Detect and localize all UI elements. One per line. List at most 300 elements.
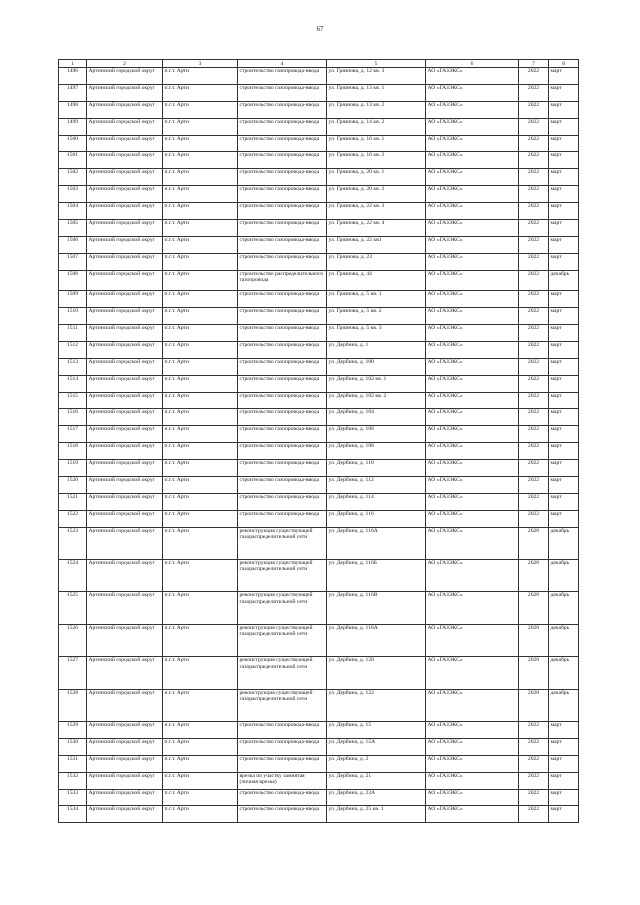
row-number-cell: 1511 [59, 324, 87, 341]
table-row [59, 443, 579, 460]
row-number-cell: 1506 [59, 236, 87, 253]
row-number-cell: 1501 [59, 152, 87, 169]
organization-cell: АО «ГАЗЭКС» [426, 68, 519, 85]
row-number-cell: 1528 [59, 689, 87, 721]
year-cell: 2022 [519, 118, 549, 135]
month-cell: март [549, 426, 579, 443]
municipality-cell: Артинский городской округ [87, 324, 163, 341]
address-cell: ул. Дербина, д. 116В [327, 592, 426, 624]
address-cell: ул. Дербина, д. 25 кв. 1 [327, 806, 426, 823]
month-cell: март [549, 101, 579, 118]
settlement-cell: п.г.т. Арти [163, 291, 238, 308]
row-number-cell: 1521 [59, 493, 87, 510]
register-table [58, 59, 579, 823]
work-type-cell: строительство газопровода-ввода [238, 375, 327, 392]
municipality-cell: Артинский городской округ [87, 358, 163, 375]
table-row [59, 253, 579, 270]
address-cell: ул. Грязнова, д. 5 кв. 2 [327, 308, 426, 325]
table-row [59, 493, 579, 510]
year-cell: 2022 [519, 291, 549, 308]
municipality-cell: Артинский городской округ [87, 291, 163, 308]
address-cell: ул. Дербина, д. 102 кв. 1 [327, 375, 426, 392]
work-type-cell: строительство газопровода-ввода [238, 443, 327, 460]
year-cell: 2028 [519, 560, 549, 592]
month-cell: март [549, 220, 579, 237]
municipality-cell: Артинский городской округ [87, 722, 163, 739]
month-cell: декабрь [549, 527, 579, 559]
table-row [59, 220, 579, 237]
row-number-cell: 1529 [59, 722, 87, 739]
table-row [59, 689, 579, 721]
row-number-cell: 1518 [59, 443, 87, 460]
header-cell: 4 [238, 60, 327, 68]
organization-cell: АО «ГАЗЭКС» [426, 203, 519, 220]
settlement-cell: п.г.т. Арти [163, 624, 238, 656]
municipality-cell: Артинский городской округ [87, 203, 163, 220]
year-cell: 2022 [519, 220, 549, 237]
row-number-cell: 1534 [59, 806, 87, 823]
address-cell: ул. Грязнова, д. 13 кв. 1 [327, 84, 426, 101]
year-cell: 2022 [519, 341, 549, 358]
row-number-cell: 1507 [59, 253, 87, 270]
year-cell: 2028 [519, 592, 549, 624]
month-cell: декабрь [549, 689, 579, 721]
row-number-cell: 1525 [59, 592, 87, 624]
address-cell: ул. Дербина, д. 116А [327, 527, 426, 559]
month-cell: март [549, 118, 579, 135]
row-number-cell: 1514 [59, 375, 87, 392]
address-cell: ул. Дербина, д. 110 [327, 460, 426, 477]
work-type-cell: строительство газопровода-ввода [238, 738, 327, 755]
month-cell: март [549, 152, 579, 169]
table-row [59, 392, 579, 409]
table-row [59, 426, 579, 443]
table-row [59, 592, 579, 624]
municipality-cell: Артинский городской округ [87, 755, 163, 772]
month-cell: март [549, 68, 579, 85]
month-cell: март [549, 203, 579, 220]
address-cell: ул. Дербина, д. 122 [327, 689, 426, 721]
organization-cell: АО «ГАЗЭКС» [426, 592, 519, 624]
month-cell: март [549, 84, 579, 101]
row-number-cell: 1520 [59, 476, 87, 493]
work-type-cell: строительство газопровода-ввода [238, 291, 327, 308]
settlement-cell: п.г.т. Арти [163, 118, 238, 135]
municipality-cell: Артинский городской округ [87, 392, 163, 409]
month-cell: декабрь [549, 624, 579, 656]
month-cell: март [549, 253, 579, 270]
settlement-cell: п.г.т. Арти [163, 476, 238, 493]
year-cell: 2022 [519, 772, 549, 789]
row-number-cell: 1526 [59, 624, 87, 656]
address-cell: ул. Дербина, д. 1 [327, 341, 426, 358]
work-type-cell: строительство газопровода-ввода [238, 392, 327, 409]
work-type-cell: реконструкция существующей газораспределительной сети [238, 592, 327, 624]
month-cell: март [549, 324, 579, 341]
settlement-cell: п.г.т. Арти [163, 409, 238, 426]
month-cell: март [549, 375, 579, 392]
row-number-cell: 1499 [59, 118, 87, 135]
settlement-cell: п.г.т. Арти [163, 324, 238, 341]
table-row [59, 84, 579, 101]
table-row [59, 657, 579, 689]
municipality-cell: Артинский городской округ [87, 152, 163, 169]
address-cell: ул. Дербина, д. 114 [327, 493, 426, 510]
work-type-cell: строительство газопровода-ввода [238, 101, 327, 118]
row-number-cell: 1531 [59, 755, 87, 772]
year-cell: 2022 [519, 460, 549, 477]
organization-cell: АО «ГАЗЭКС» [426, 772, 519, 789]
address-cell: ул. Грязнова, д. 22 кв1 [327, 236, 426, 253]
header-cell: 1 [59, 60, 87, 68]
row-number-cell: 1524 [59, 560, 87, 592]
table-row [59, 560, 579, 592]
year-cell: 2022 [519, 203, 549, 220]
row-number-cell: 1509 [59, 291, 87, 308]
year-cell: 2028 [519, 624, 549, 656]
month-cell: март [549, 409, 579, 426]
organization-cell: АО «ГАЗЭКС» [426, 270, 519, 291]
year-cell: 2022 [519, 426, 549, 443]
address-cell: ул. Дербина, д. 15 [327, 722, 426, 739]
year-cell: 2022 [519, 722, 549, 739]
work-type-cell: строительство газопровода-ввода [238, 409, 327, 426]
month-cell: декабрь [549, 560, 579, 592]
organization-cell: АО «ГАЗЭКС» [426, 392, 519, 409]
month-cell: март [549, 236, 579, 253]
table-row [59, 624, 579, 656]
row-number-cell: 1510 [59, 308, 87, 325]
organization-cell: АО «ГАЗЭКС» [426, 409, 519, 426]
organization-cell: АО «ГАЗЭКС» [426, 152, 519, 169]
work-type-cell: строительство газопровода-ввода [238, 358, 327, 375]
municipality-cell: Артинский городской округ [87, 493, 163, 510]
municipality-cell: Артинский городской округ [87, 657, 163, 689]
table-row [59, 101, 579, 118]
organization-cell: АО «ГАЗЭКС» [426, 324, 519, 341]
work-type-cell: строительство газопровода-ввода [238, 135, 327, 152]
municipality-cell: Артинский городской округ [87, 426, 163, 443]
municipality-cell: Артинский городской округ [87, 689, 163, 721]
year-cell: 2022 [519, 409, 549, 426]
address-cell: ул. Грязнова, д. 44 [327, 270, 426, 291]
settlement-cell: п.г.т. Арти [163, 186, 238, 203]
address-cell: ул. Дербина, д. 116 [327, 510, 426, 527]
work-type-cell: строительство газопровода-ввода [238, 476, 327, 493]
work-type-cell: строительство газопровода-ввода [238, 203, 327, 220]
row-number-cell: 1513 [59, 358, 87, 375]
month-cell: декабрь [549, 657, 579, 689]
settlement-cell: п.г.т. Арти [163, 101, 238, 118]
work-type-cell: строительство газопровода-ввода [238, 789, 327, 806]
municipality-cell: Артинский городской округ [87, 460, 163, 477]
organization-cell: АО «ГАЗЭКС» [426, 476, 519, 493]
row-number-cell: 1519 [59, 460, 87, 477]
settlement-cell: п.г.т. Арти [163, 169, 238, 186]
table-row [59, 510, 579, 527]
work-type-cell: реконструкция существующей газораспределительной сети [238, 657, 327, 689]
work-type-cell: врезка по участку замнятая (личная врезка) [238, 772, 327, 789]
address-cell: ул. Грязнова, д. 20 кв. 2 [327, 186, 426, 203]
organization-cell: АО «ГАЗЭКС» [426, 186, 519, 203]
row-number-cell: 1532 [59, 772, 87, 789]
year-cell: 2022 [519, 84, 549, 101]
municipality-cell: Артинский городской округ [87, 443, 163, 460]
organization-cell: АО «ГАЗЭКС» [426, 722, 519, 739]
year-cell: 2028 [519, 657, 549, 689]
settlement-cell: п.г.т. Арти [163, 527, 238, 559]
year-cell: 2022 [519, 186, 549, 203]
header-cell: 6 [426, 60, 519, 68]
table-row [59, 135, 579, 152]
row-number-cell: 1496 [59, 68, 87, 85]
settlement-cell: п.г.т. Арти [163, 738, 238, 755]
row-number-cell: 1515 [59, 392, 87, 409]
row-number-cell: 1504 [59, 203, 87, 220]
work-type-cell: строительство газопровода-ввода [238, 324, 327, 341]
table-row [59, 476, 579, 493]
table-row [59, 806, 579, 823]
address-cell: ул. Грязнова, д. 22 кв. 4 [327, 220, 426, 237]
year-cell: 2022 [519, 236, 549, 253]
work-type-cell: реконструкция существующей газораспределительной сети [238, 624, 327, 656]
year-cell: 2022 [519, 375, 549, 392]
organization-cell: АО «ГАЗЭКС» [426, 358, 519, 375]
address-cell: ул. Дербина, д. 106 [327, 426, 426, 443]
table-row [59, 772, 579, 789]
address-cell: ул. Дербина, д. 21 [327, 772, 426, 789]
header-row [59, 60, 579, 68]
municipality-cell: Артинский городской округ [87, 84, 163, 101]
municipality-cell: Артинский городской округ [87, 118, 163, 135]
municipality-cell: Артинский городской округ [87, 220, 163, 237]
address-cell: ул. Дербина, д. 118А [327, 624, 426, 656]
settlement-cell: п.г.т. Арти [163, 689, 238, 721]
settlement-cell: п.г.т. Арти [163, 460, 238, 477]
row-number-cell: 1500 [59, 135, 87, 152]
table-row [59, 186, 579, 203]
municipality-cell: Артинский городской округ [87, 186, 163, 203]
address-cell: ул. Дербина, д. 23А [327, 789, 426, 806]
municipality-cell: Артинский городской округ [87, 375, 163, 392]
municipality-cell: Артинский городской округ [87, 409, 163, 426]
municipality-cell: Артинский городской округ [87, 253, 163, 270]
year-cell: 2022 [519, 493, 549, 510]
year-cell: 2022 [519, 358, 549, 375]
month-cell: март [549, 493, 579, 510]
work-type-cell: строительство газопровода-ввода [238, 84, 327, 101]
row-number-cell: 1502 [59, 169, 87, 186]
work-type-cell: реконструкция существующей газораспределительной сети [238, 527, 327, 559]
table-row [59, 527, 579, 559]
month-cell: март [549, 443, 579, 460]
settlement-cell: п.г.т. Арти [163, 592, 238, 624]
address-cell: ул. Грязнова, д. 12 кв. 3 [327, 68, 426, 85]
address-cell: ул. Дербина, д. 15А [327, 738, 426, 755]
address-cell: ул. Грязнова, д. 22 кв. 3 [327, 203, 426, 220]
address-cell: ул. Грязнова, д. 16 кв. 1 [327, 135, 426, 152]
municipality-cell: Артинский городской округ [87, 270, 163, 291]
organization-cell: АО «ГАЗЭКС» [426, 738, 519, 755]
address-cell: ул. Дербина, д. 116Б [327, 560, 426, 592]
year-cell: 2022 [519, 443, 549, 460]
work-type-cell: строительство газопровода-ввода [238, 510, 327, 527]
row-number-cell: 1533 [59, 789, 87, 806]
settlement-cell: п.г.т. Арти [163, 341, 238, 358]
month-cell: март [549, 460, 579, 477]
header-cell: 2 [87, 60, 163, 68]
organization-cell: АО «ГАЗЭКС» [426, 84, 519, 101]
organization-cell: АО «ГАЗЭКС» [426, 806, 519, 823]
row-number-cell: 1498 [59, 101, 87, 118]
address-cell: ул. Дербина, д. 100 [327, 358, 426, 375]
settlement-cell: п.г.т. Арти [163, 236, 238, 253]
month-cell: март [549, 186, 579, 203]
organization-cell: АО «ГАЗЭКС» [426, 460, 519, 477]
year-cell: 2022 [519, 152, 549, 169]
work-type-cell: строительство газопровода-ввода [238, 493, 327, 510]
work-type-cell: строительство газопровода-ввода [238, 186, 327, 203]
table-row [59, 236, 579, 253]
organization-cell: АО «ГАЗЭКС» [426, 527, 519, 559]
table-row [59, 722, 579, 739]
work-type-cell: реконструкция существующей газораспределительной сети [238, 560, 327, 592]
organization-cell: АО «ГАЗЭКС» [426, 308, 519, 325]
table-row [59, 738, 579, 755]
month-cell: март [549, 806, 579, 823]
year-cell: 2022 [519, 755, 549, 772]
settlement-cell: п.г.т. Арти [163, 722, 238, 739]
settlement-cell: п.г.т. Арти [163, 510, 238, 527]
header-cell: 5 [327, 60, 426, 68]
row-number-cell: 1516 [59, 409, 87, 426]
year-cell: 2022 [519, 169, 549, 186]
row-number-cell: 1497 [59, 84, 87, 101]
address-cell: ул. Грязнова, д. 5 кв. 1 [327, 291, 426, 308]
settlement-cell: п.г.т. Арти [163, 560, 238, 592]
year-cell: 2022 [519, 738, 549, 755]
address-cell: ул. Грязнова, д. 16 кв. 2 [327, 152, 426, 169]
address-cell: ул. Грязнова, д. 14 кв. 2 [327, 118, 426, 135]
organization-cell: АО «ГАЗЭКС» [426, 510, 519, 527]
municipality-cell: Артинский городской округ [87, 738, 163, 755]
address-cell: ул. Дербина, д. 108 [327, 443, 426, 460]
organization-cell: АО «ГАЗЭКС» [426, 118, 519, 135]
table-row [59, 169, 579, 186]
row-number-cell: 1512 [59, 341, 87, 358]
municipality-cell: Артинский городской округ [87, 772, 163, 789]
settlement-cell: п.г.т. Арти [163, 755, 238, 772]
organization-cell: АО «ГАЗЭКС» [426, 169, 519, 186]
municipality-cell: Артинский городской округ [87, 236, 163, 253]
year-cell: 2022 [519, 476, 549, 493]
work-type-cell: строительство газопровода-ввода [238, 341, 327, 358]
header-cell: 3 [163, 60, 238, 68]
month-cell: март [549, 291, 579, 308]
work-type-cell: строительство газопровода-ввода [238, 308, 327, 325]
address-cell: ул. Дербина, д. 104 [327, 409, 426, 426]
table-row [59, 324, 579, 341]
table-row [59, 375, 579, 392]
month-cell: март [549, 476, 579, 493]
row-number-cell: 1505 [59, 220, 87, 237]
municipality-cell: Артинский городской округ [87, 68, 163, 85]
organization-cell: АО «ГАЗЭКС» [426, 220, 519, 237]
table-row [59, 152, 579, 169]
work-type-cell: строительство газопровода-ввода [238, 169, 327, 186]
year-cell: 2022 [519, 101, 549, 118]
month-cell: март [549, 392, 579, 409]
table-row [59, 68, 579, 85]
address-cell: ул. Грязнова, д. 23 [327, 253, 426, 270]
month-cell: март [549, 510, 579, 527]
row-number-cell: 1517 [59, 426, 87, 443]
month-cell: март [549, 789, 579, 806]
month-cell: март [549, 772, 579, 789]
organization-cell: АО «ГАЗЭКС» [426, 624, 519, 656]
table-row [59, 789, 579, 806]
settlement-cell: п.г.т. Арти [163, 657, 238, 689]
header-cell: 7 [519, 60, 549, 68]
municipality-cell: Артинский городской округ [87, 308, 163, 325]
municipality-cell: Артинский городской округ [87, 341, 163, 358]
settlement-cell: п.г.т. Арти [163, 392, 238, 409]
settlement-cell: п.г.т. Арти [163, 270, 238, 291]
work-type-cell: строительство газопровода-ввода [238, 118, 327, 135]
organization-cell: АО «ГАЗЭКС» [426, 789, 519, 806]
work-type-cell: строительство газопровода-ввода [238, 253, 327, 270]
settlement-cell: п.г.т. Арти [163, 68, 238, 85]
organization-cell: АО «ГАЗЭКС» [426, 341, 519, 358]
year-cell: 2022 [519, 789, 549, 806]
settlement-cell: п.г.т. Арти [163, 789, 238, 806]
organization-cell: АО «ГАЗЭКС» [426, 443, 519, 460]
table-row [59, 409, 579, 426]
month-cell: декабрь [549, 270, 579, 291]
organization-cell: АО «ГАЗЭКС» [426, 236, 519, 253]
work-type-cell: реконструкция существующей газораспределительной сети [238, 689, 327, 721]
settlement-cell: п.г.т. Арти [163, 426, 238, 443]
organization-cell: АО «ГАЗЭКС» [426, 689, 519, 721]
year-cell: 2022 [519, 270, 549, 291]
municipality-cell: Артинский городской округ [87, 510, 163, 527]
organization-cell: АО «ГАЗЭКС» [426, 135, 519, 152]
table-row [59, 291, 579, 308]
settlement-cell: п.г.т. Арти [163, 253, 238, 270]
organization-cell: АО «ГАЗЭКС» [426, 426, 519, 443]
work-type-cell: строительство газопровода-ввода [238, 460, 327, 477]
organization-cell: АО «ГАЗЭКС» [426, 253, 519, 270]
year-cell: 2022 [519, 68, 549, 85]
year-cell: 2022 [519, 253, 549, 270]
row-number-cell: 1508 [59, 270, 87, 291]
table-body [59, 60, 579, 823]
settlement-cell: п.г.т. Арти [163, 308, 238, 325]
municipality-cell: Артинский городской округ [87, 101, 163, 118]
municipality-cell: Артинский городской округ [87, 527, 163, 559]
settlement-cell: п.г.т. Арти [163, 493, 238, 510]
year-cell: 2022 [519, 308, 549, 325]
month-cell: март [549, 738, 579, 755]
month-cell: март [549, 755, 579, 772]
settlement-cell: п.г.т. Арти [163, 203, 238, 220]
address-cell: ул. Дербина, д. 2 [327, 755, 426, 772]
address-cell: ул. Дербина, д. 112 [327, 476, 426, 493]
year-cell: 2022 [519, 806, 549, 823]
work-type-cell: строительство газопровода-ввода [238, 755, 327, 772]
work-type-cell: строительство газопровода-ввода [238, 722, 327, 739]
month-cell: март [549, 169, 579, 186]
